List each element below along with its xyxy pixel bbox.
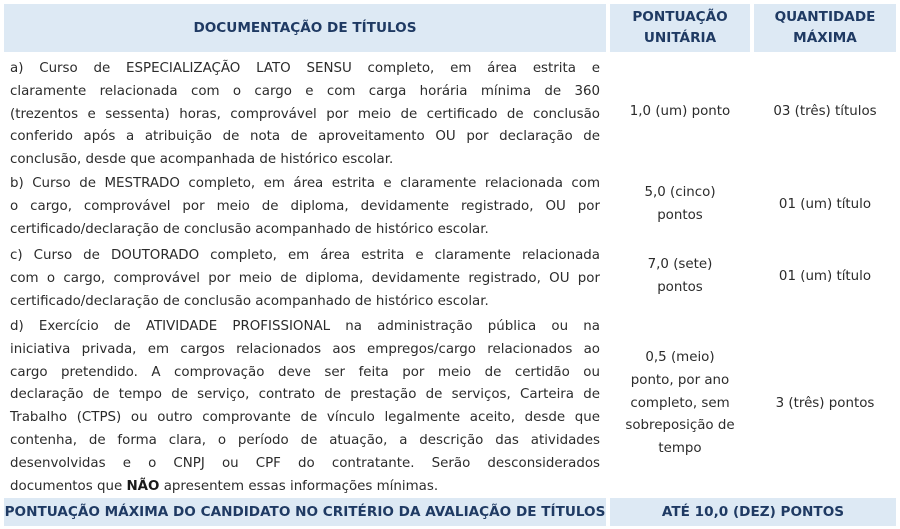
footer-value-text: ATÉ 10,0 (DEZ) PONTOS	[661, 503, 845, 520]
row-b-description	[4, 171, 606, 239]
row-d-points-line1: 0,5 (meio)	[645, 350, 715, 365]
header-unit-points-line1: PONTUAÇÃO	[632, 9, 728, 25]
row-b-points-line2: pontos	[657, 208, 703, 223]
row-b-line: certificado/declaração de conclusão acompanhado de histórico escolar.	[10, 221, 489, 237]
row-c-line: com o cargo, comprovável por meio de diploma, devidamente registrado, OU por	[10, 270, 600, 286]
header-unit-points	[610, 4, 750, 52]
row-c-description	[4, 243, 606, 311]
header-max-quantity	[754, 4, 896, 52]
row-a-line: a) Curso de ESPECIALIZAÇÃO LATO SENSU completo, em área estrita e	[10, 61, 600, 76]
row-d-line: declaração de tempo de serviço, contrato de prestação de serviços, Carteira de	[10, 387, 600, 403]
row-d-line: d) Exercício de ATIVIDADE PROFISSIONAL na administração pública ou na	[10, 319, 600, 334]
row-d-points-line2: ponto, por ano	[630, 372, 730, 388]
row-d-line: desenvolvidas e o CNPJ ou CPF do contratante. Serão desconsiderados	[10, 455, 600, 471]
row-b-points	[610, 171, 750, 239]
row-d-description	[4, 314, 606, 494]
header-unit-points-line2: UNITÁRIA	[643, 30, 717, 46]
row-d-points-line3: completo, sem	[630, 395, 730, 411]
row-d-line: contenha, de forma clara, o período de atuação, a descrição das atividades	[10, 432, 600, 448]
row-d-points-line4: sobreposição de	[625, 418, 735, 434]
row-d-last-before: documentos que	[10, 478, 127, 494]
header-max-quantity-line1: QUANTIDADE	[774, 9, 876, 25]
row-a-max	[754, 56, 896, 168]
header-max-quantity-line2: MÁXIMA	[793, 30, 857, 46]
row-d-line: iniciativa privada, em cargos relacionados aos empregos/cargo relacionados ao	[10, 341, 600, 357]
row-d-points-line5: tempo	[658, 441, 702, 457]
row-b-max	[754, 171, 896, 239]
footer-label-text: PONTUAÇÃO MÁXIMA DO CANDIDATO NO CRITÉRIO DA AVALIAÇÃO DE TÍTULOS	[4, 503, 606, 520]
row-a-max-text: 03 (três) títulos	[773, 103, 877, 119]
row-d-max	[754, 314, 896, 494]
row-d-line: cargo pretendido. A comprovação deve ser feita por meio de certidão ou	[10, 364, 600, 380]
row-a-points-text: 1,0 (um) ponto	[629, 103, 731, 119]
row-c-line: certificado/declaração de conclusão acompanhado de histórico escolar.	[10, 293, 489, 309]
row-c-points	[610, 243, 750, 311]
row-c-points-line1: 7,0 (sete)	[647, 257, 713, 273]
row-b-line: o cargo, comprovável por meio de diploma, devidamente registrado, OU por	[10, 198, 600, 214]
row-b-max-text: 01 (um) título	[778, 196, 872, 212]
row-c-line: c) Curso de DOUTORADO completo, em área estrita e claramente relacionada	[10, 248, 600, 263]
row-c-max	[754, 243, 896, 311]
row-d-line: Trabalho (CTPS) ou outro comprovante de vínculo legalmente aceito, desde que	[10, 410, 600, 426]
row-b-line: b) Curso de MESTRADO completo, em área estrita e claramente relacionada com	[10, 176, 600, 191]
row-d-last-after: apresentem essas informações mínimas.	[159, 478, 439, 494]
footer-label	[4, 498, 606, 526]
row-a-line: claramente relacionada com o cargo e com carga horária mínima de 360	[10, 83, 600, 99]
row-d-max-text: 3 (três) pontos	[775, 395, 875, 411]
row-d-not-emphasis: NÃO	[126, 478, 160, 494]
row-a-description	[4, 56, 606, 168]
header-documentation-label: DOCUMENTAÇÃO DE TÍTULOS	[193, 19, 417, 36]
row-d-last-line	[10, 476, 600, 499]
footer-value	[610, 498, 896, 526]
row-a-points	[610, 56, 750, 168]
row-a-line: conclusão, desde que acompanhada de histórico escolar.	[10, 152, 394, 168]
row-a-line: conferido após a atribuição de nota de aproveitamento OU por declaração de	[10, 129, 600, 145]
row-c-points-line2: pontos	[657, 280, 703, 295]
row-a-line: (trezentos e sessenta) horas, comprovável por meio de certificado de conclusão	[10, 106, 600, 122]
row-b-points-line1: 5,0 (cinco)	[644, 185, 716, 201]
row-c-max-text: 01 (um) título	[778, 268, 872, 284]
row-d-points	[610, 314, 750, 494]
header-documentation	[4, 4, 606, 52]
